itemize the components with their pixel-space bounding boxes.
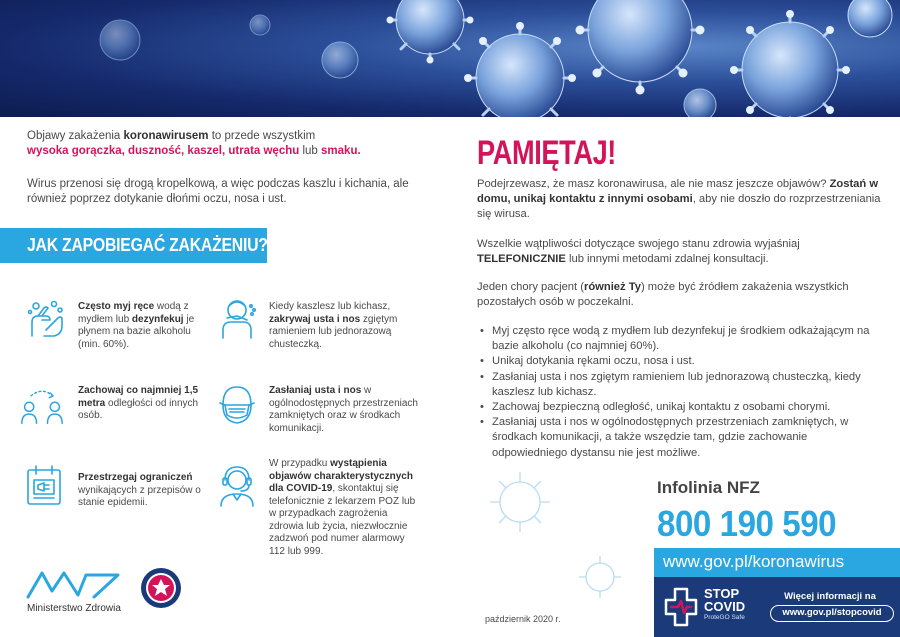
tip-contact-text1: , skontaktuj się telefonicznie z lekarzem POZ lub w przypadkach zagrożenia zdrowia lub życia, niezwłocznie zadzwoń pod numer alarmowy 112 lub 999. — [269, 483, 416, 557]
section-title: JAK ZAPOBIEGAĆ ZAKAŻENIU? — [27, 235, 268, 255]
more-info-label: Więcej informacji na — [784, 591, 876, 602]
sanepid-seal-icon — [140, 567, 182, 609]
tip-distance-text1: odległości od innych osób. — [78, 397, 199, 421]
symptoms-paragraph — [27, 129, 447, 159]
tip-wash-text2: je płynem na bazie alkoholu (min. 60%). — [78, 313, 195, 350]
symptoms-list: wysoka gorączka, duszność, kaszel, utrata węchu — [27, 145, 300, 157]
hotline-number[interactable]: 800 190 590 — [657, 503, 837, 544]
list-item: • Zasłaniaj usta i nos zgiętym ramieniem lub jednorazową chusteczką, kiedy kaszlesz lub kichasz. — [477, 370, 882, 400]
phone-consult-text0: Wszelkie wątpliwości dotyczące swojego stanu zdrowia wyjaśniaj — [477, 238, 800, 250]
advice-list — [477, 324, 882, 461]
tip-restrict-bold1: Przestrzegaj ograniczeń — [78, 472, 193, 483]
face-mask-icon — [215, 383, 259, 427]
cough-elbow-icon — [215, 296, 259, 340]
doctor-headset-icon — [215, 464, 259, 508]
stay-home-paragraph — [477, 177, 882, 223]
tip-cough-text0: Kiedy kaszlesz lub kichasz, — [269, 301, 391, 312]
regulations-icon — [22, 464, 66, 508]
ministry-logo-icon — [26, 569, 122, 599]
list-item: • Zasłaniaj usta i nos w ogólnodostępnych przestrzeniach zamkniętych, w środkach komunikacji, a także wszędzie tam, gdzie zachowanie odpowiedniego dystansu nie jest możliwe. — [477, 415, 882, 461]
remember-title: PAMIĘTAJ! — [477, 134, 616, 172]
symptoms-intro: Objawy zakażenia — [27, 130, 124, 142]
tip-contact-text0: W przypadku — [269, 458, 331, 469]
tip-wash-bold2: dezynfekuj — [131, 313, 184, 325]
virus-banner — [0, 0, 900, 117]
stop-covid-link[interactable]: www.gov.pl/stopcovid — [770, 605, 894, 622]
ministry-label: Ministerstwo Zdrowia — [27, 603, 121, 614]
symptoms-rest: to przede wszystkim — [208, 130, 316, 142]
symptoms-last: smaku. — [321, 145, 361, 157]
publication-date: październik 2020 r. — [485, 614, 561, 624]
stop-covid-line2: COVID — [704, 599, 746, 614]
left-column — [0, 117, 450, 637]
website-bar[interactable] — [654, 548, 900, 577]
transmission-paragraph: Wirus przenosi się drogą kropelkową, a więc podczas kaszlu i kichania, ale również poprzez dotykanie dłońmi oczu, nosa i ust. — [27, 178, 409, 205]
list-item: • Unikaj dotykania rękami oczu, nosa i ust. — [477, 354, 882, 369]
hand-washing-icon — [24, 296, 68, 340]
tip-wash-hands — [78, 301, 212, 351]
section-header-bar — [0, 228, 267, 263]
virus-illustration — [0, 0, 900, 117]
patient-source-text0: Jeden chory pacjent ( — [477, 281, 584, 293]
stop-covid-bar — [654, 577, 900, 637]
hotline-label: Infolinia NFZ — [657, 478, 760, 497]
stay-home-text1: , aby nie doszło do rozprzestrzeniania się wirusa. — [477, 193, 881, 221]
tip-wash-bold1: Często myj ręce — [78, 301, 155, 312]
tip-mask-bold1: Zasłaniaj usta i nos — [269, 385, 362, 396]
tip-restrict-text1: wynikających z przepisów o stanie epidemii. — [78, 484, 201, 508]
tip-restrictions — [78, 472, 212, 510]
virus-outline-icon — [470, 457, 650, 607]
stay-home-text0: Podejrzewasz, że masz koronawirusa, ale nie masz jeszcze objawów? — [477, 178, 830, 190]
tip-keep-distance — [78, 385, 212, 423]
tip-cough-text1: zgiętym ramieniem lub jednorazową chusteczką. — [269, 313, 398, 350]
patient-source-paragraph — [477, 280, 882, 310]
stop-covid-line3: ProteGO Safe — [704, 614, 745, 621]
stop-covid-cross-icon — [664, 587, 698, 627]
list-item: • Zachowaj bezpieczną odległość, unikaj kontaktu z osobami chorymi. — [477, 400, 882, 415]
tip-wash-text1: wodą z mydłem lub — [78, 301, 189, 325]
phone-consult-text1: lub innymi metodami zdalnej konsultacji. — [565, 253, 769, 266]
tip-cover-face — [269, 385, 419, 435]
symptoms-keyword: koronawirusem — [123, 130, 209, 142]
tip-distance-bold1: Zachowaj co najmniej 1,5 metra — [78, 385, 199, 409]
phone-consult-paragraph — [477, 237, 882, 267]
stay-home-bold: Zostań w domu, unikaj kontaktu z innymi osobami — [477, 178, 879, 206]
patient-source-text1: ) może być źródłem zakażenia wszystkich pozostałych osób w poczekalni. — [477, 281, 849, 309]
tip-mask-text1: w ogólnodostępnych przestrzeniach zamkniętych oraz w środkach komunikacji. — [269, 385, 418, 434]
tip-contact-bold1: wystąpienia objawów charakterystycznych dla COVID-19 — [269, 458, 413, 494]
stop-covid-line1: STOP — [704, 586, 740, 601]
phone-consult-bold: TELEFONICZNIE — [477, 253, 566, 266]
list-item: • Myj często ręce wodą z mydłem lub dezynfekuj je środkiem odkażającym na bazie alkoholu (co najmniej 60%). — [477, 324, 882, 354]
patient-source-bold: również Ty — [583, 281, 641, 293]
symptoms-or: lub — [299, 145, 322, 157]
right-column — [450, 117, 900, 637]
tip-cough-bold1: zakrywaj usta i nos — [269, 313, 361, 325]
distance-icon — [20, 383, 64, 427]
tip-cover-cough — [269, 301, 419, 351]
website-link[interactable]: www.gov.pl/koronawirus — [663, 552, 845, 571]
tip-symptoms-contact — [269, 458, 421, 558]
